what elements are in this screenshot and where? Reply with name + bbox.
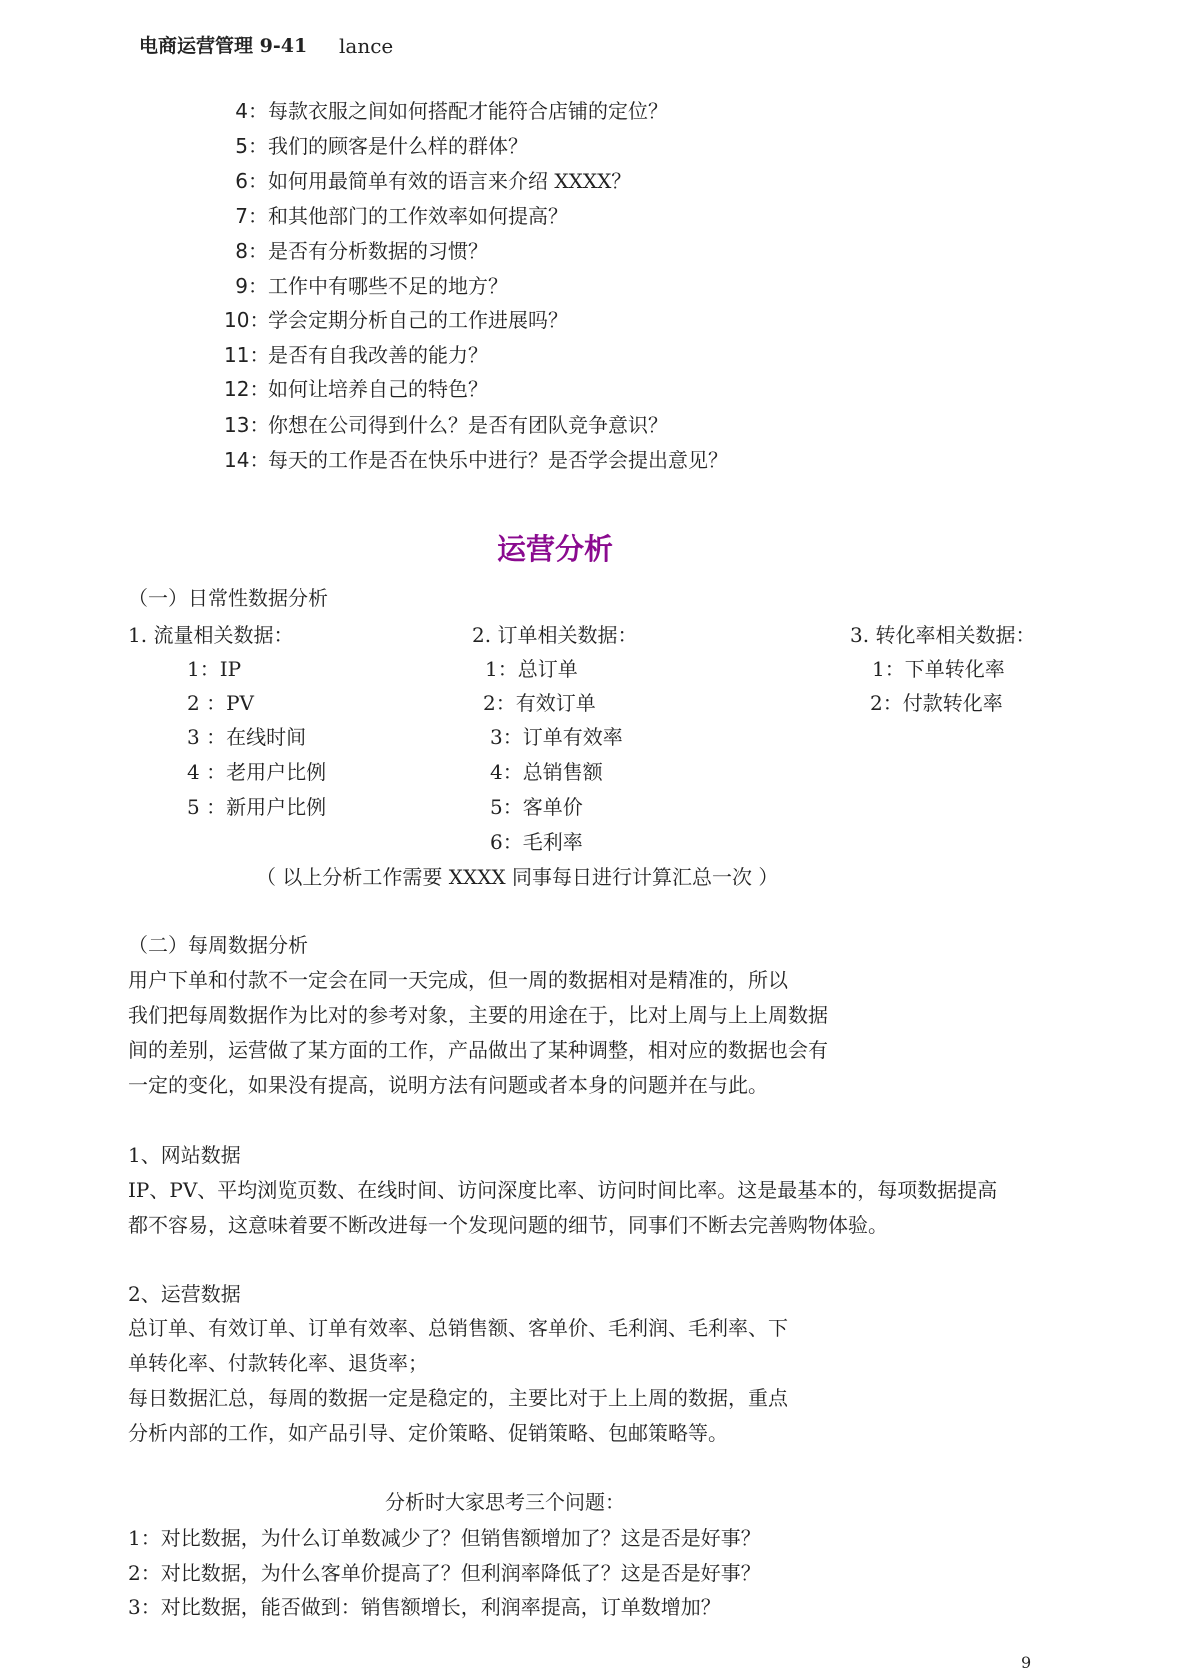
- item-number: 14：: [224, 448, 270, 472]
- list-item: [224, 238, 488, 264]
- item-number: 8：: [235, 239, 268, 263]
- item-number: 9：: [235, 274, 268, 298]
- list-item: [224, 412, 668, 438]
- item-text: 如何让培养自己的特色？: [268, 377, 488, 401]
- list-item: 3 ：在线时间: [187, 725, 307, 749]
- item-number: 7：: [235, 204, 268, 228]
- paragraph-line: 间的差别，运营做了某方面的工作，产品做出了某种调整，相对应的数据也会有: [128, 1038, 828, 1062]
- daily-heading: （一）日常性数据分析: [128, 586, 328, 610]
- paragraph-line: 分析内部的工作，如产品引导、定价策略、促销策略、包邮策略等。: [128, 1421, 728, 1445]
- item-text: 如何用最简单有效的语言来介绍 XXXX？: [268, 169, 632, 193]
- list-item: [224, 342, 488, 368]
- ops-data-heading: 2、运营数据: [128, 1282, 241, 1306]
- item-text: 和其他部门的工作效率如何提高？: [268, 204, 568, 228]
- item-text: 工作中有哪些不足的地方？: [268, 274, 508, 298]
- item-number: 10：: [224, 308, 270, 332]
- paragraph-line: 2：对比数据，为什么客单价提高了？但利润率降低了？这是否是好事？: [128, 1561, 761, 1585]
- paragraph-line: 单转化率、付款转化率、退货率；: [128, 1351, 428, 1375]
- list-item: 4：总销售额: [490, 760, 603, 784]
- item-number: 6：: [235, 169, 268, 193]
- paragraph-line: 我们把每周数据作为比对的参考对象，主要的用途在于，比对上周与上上周数据: [128, 1003, 828, 1027]
- item-text: 是否有自我改善的能力？: [268, 343, 488, 367]
- item-number: 11：: [224, 343, 270, 367]
- column-title-orders: 2. 订单相关数据：: [472, 623, 638, 647]
- list-item: [224, 376, 488, 402]
- site-data-heading: 1、网站数据: [128, 1143, 241, 1167]
- daily-note: （ 以上分析工作需要 XXXX 同事每日进行计算汇总一次 ）: [256, 865, 779, 889]
- list-item: 2：有效订单: [483, 691, 596, 715]
- column-title-conversion: 3. 转化率相关数据：: [850, 623, 1036, 647]
- list-item: 2：付款转化率: [870, 691, 1003, 715]
- list-item: [224, 133, 528, 159]
- paragraph-line: 1：对比数据，为什么订单数减少了？但销售额增加了？这是否是好事？: [128, 1526, 761, 1550]
- list-item: [224, 168, 631, 194]
- item-text: 你想在公司得到什么？是否有团队竞争意识？: [268, 413, 668, 437]
- item-number: 5：: [235, 134, 268, 158]
- list-item: [224, 98, 668, 124]
- item-text: 学会定期分析自己的工作进展吗？: [268, 308, 568, 332]
- item-text: 每款衣服之间如何搭配才能符合店铺的定位？: [268, 99, 668, 123]
- list-item: [224, 307, 568, 333]
- item-number: 13：: [224, 413, 270, 437]
- list-item: 1：总订单: [485, 657, 578, 681]
- item-number: 12：: [224, 377, 270, 401]
- weekly-heading: （二）每周数据分析: [128, 933, 308, 957]
- item-text: 每天的工作是否在快乐中进行？是否学会提出意见？: [268, 448, 728, 472]
- item-text: 是否有分析数据的习惯？: [268, 239, 488, 263]
- item-number: 4：: [235, 99, 268, 123]
- think-heading: 分析时大家思考三个问题：: [385, 1490, 625, 1514]
- list-item: [224, 203, 568, 229]
- list-item: 5 ：新用户比例: [187, 795, 327, 819]
- list-item: [224, 273, 508, 299]
- item-text: 我们的顾客是什么样的群体？: [268, 134, 528, 158]
- header-title: 电商运营管理 9-41: [139, 35, 308, 57]
- list-item: 6：毛利率: [490, 830, 583, 854]
- paragraph-line: IP、PV、平均浏览页数、在线时间、访问深度比率、访问时间比率。这是最基本的，每项数据提高: [128, 1178, 998, 1202]
- list-item: 4 ：老用户比例: [187, 760, 327, 784]
- section-title: 运营分析: [496, 532, 613, 566]
- header-author: lance: [339, 34, 394, 58]
- list-item: [224, 447, 728, 473]
- paragraph-line: 都不容易，这意味着要不断改进每一个发现问题的细节，同事们不断去完善购物体验。: [128, 1213, 888, 1237]
- column-title-traffic: 1. 流量相关数据：: [128, 623, 294, 647]
- paragraph-line: 每日数据汇总，每周的数据一定是稳定的，主要比对于上上周的数据，重点: [128, 1386, 788, 1410]
- page-number: 9: [1021, 1653, 1032, 1672]
- list-item: 1：IP: [187, 657, 242, 681]
- paragraph-line: 总订单、有效订单、订单有效率、总销售额、客单价、毛利润、毛利率、下: [128, 1316, 788, 1340]
- list-item: 5：客单价: [490, 795, 583, 819]
- paragraph-line: 3：对比数据，能否做到：销售额增长，利润率提高，订单数增加？: [128, 1595, 721, 1619]
- paragraph-line: 一定的变化，如果没有提高，说明方法有问题或者本身的问题并在与此。: [128, 1073, 768, 1097]
- list-item: 1：下单转化率: [872, 657, 1005, 681]
- list-item: 3：订单有效率: [490, 725, 623, 749]
- paragraph-line: 用户下单和付款不一定会在同一天完成，但一周的数据相对是精准的，所以: [128, 968, 788, 992]
- list-item: 2 ：PV: [187, 691, 254, 715]
